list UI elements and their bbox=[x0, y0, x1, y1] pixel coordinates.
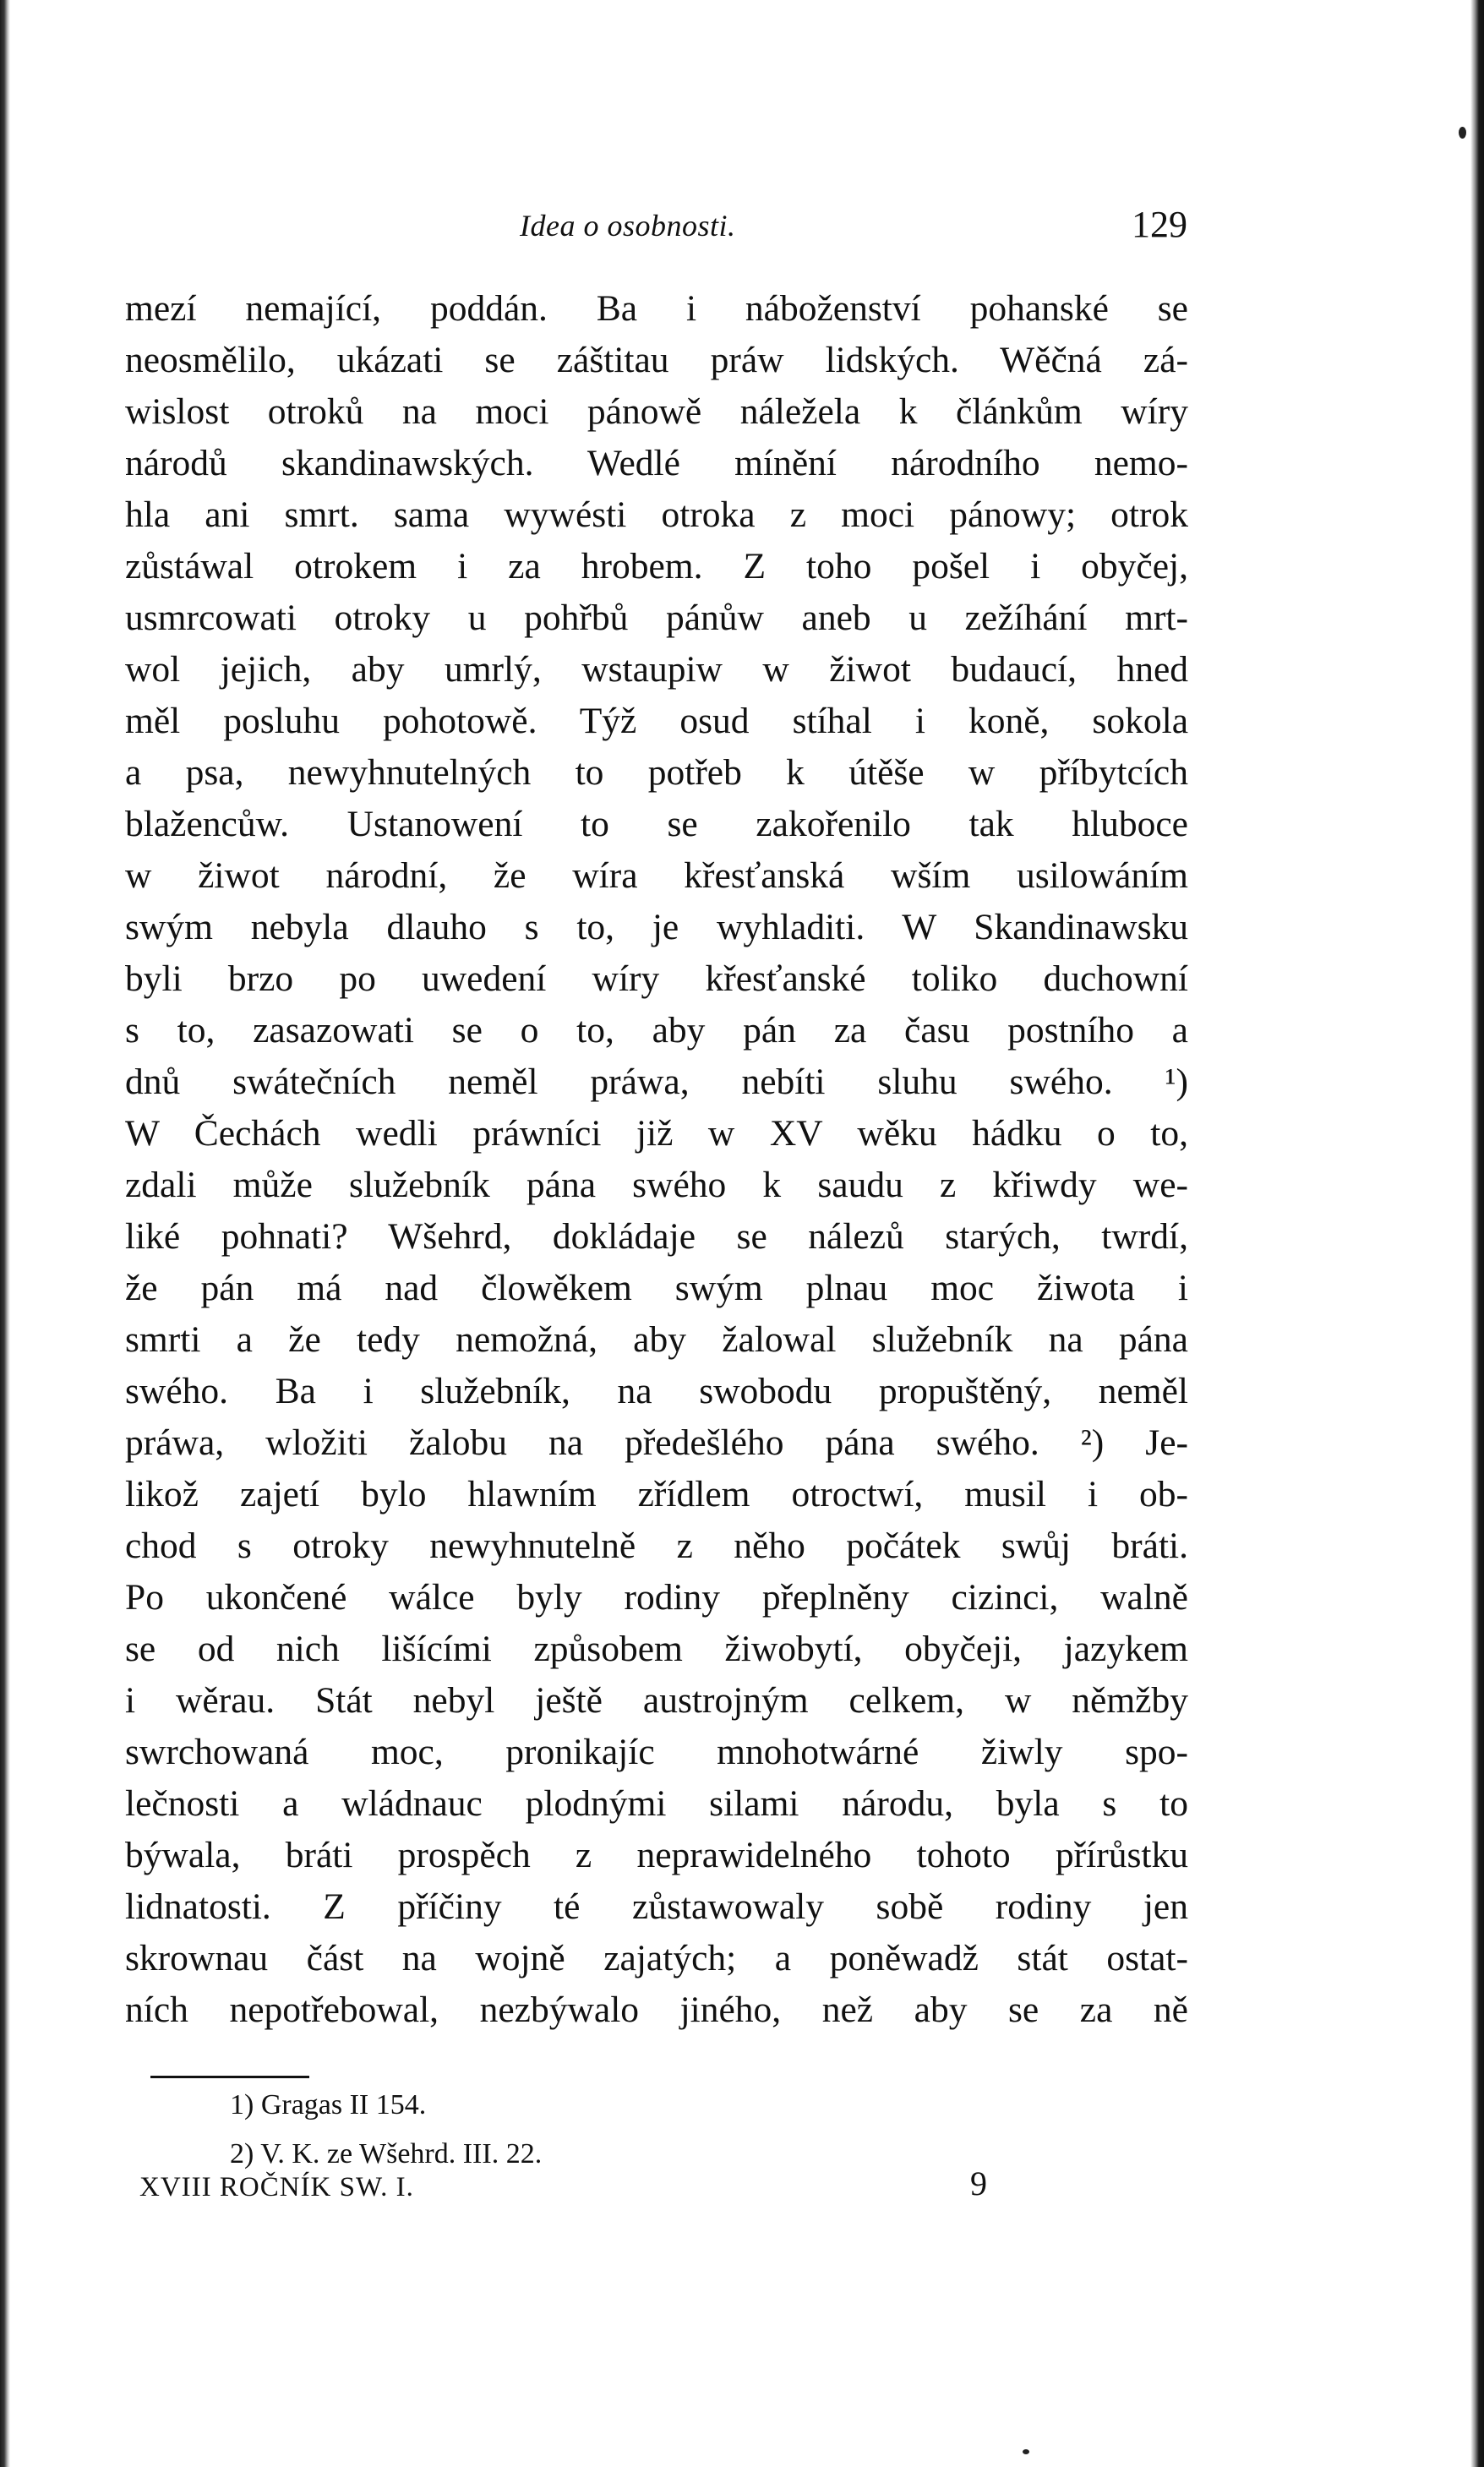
text-line: měl posluhu pohotowě. Týž osud stíhal i koně, sokola bbox=[125, 701, 1188, 741]
text-line: zůstáwal otrokem i za hrobem. Z toho pošel i obyčej, bbox=[125, 546, 1188, 587]
text-line: národů skandinawských. Wedlé mínění národního nemo- bbox=[125, 443, 1188, 483]
page-header bbox=[123, 203, 1187, 262]
text-line: blažencůw. Ustanowení to se zakořenilo tak hluboce bbox=[125, 804, 1188, 844]
footnotes bbox=[230, 2081, 542, 2179]
text-line: hla ani smrt. sama wywésti otroka z moci pánowy; otrok bbox=[125, 494, 1188, 535]
text-line: zdali může služebník pána swého k saudu z křiwdy we- bbox=[125, 1165, 1188, 1205]
text-line: wol jejich, aby umrlý, wstaupiw w žiwot budaucí, hned bbox=[125, 649, 1188, 690]
text-line: chod s otroky newyhnutelně z něho počátek swůj bráti. bbox=[125, 1526, 1188, 1566]
text-line: likož zajetí bylo hlawním zřídlem otroctwí, musil i ob- bbox=[125, 1474, 1188, 1515]
sheet-number: 9 bbox=[970, 2164, 987, 2202]
text-line: swého. Ba i služebník, na swobodu propuštěný, neměl bbox=[125, 1371, 1188, 1411]
text-line: dnů swátečních neměl práwa, nebíti sluhu swého. ¹) bbox=[125, 1062, 1188, 1102]
text-line: mezí nemající, poddán. Ba i náboženství pohanské se bbox=[125, 288, 1188, 329]
text-line: neosmělilo, ukázati se záštitau práw lidských. Wěčná zá- bbox=[125, 340, 1188, 380]
text-line: býwala, bráti prospěch z neprawidelného tohoto přírůstku bbox=[125, 1835, 1188, 1875]
text-line: byli brzo po uwedení wíry křesťanské toliko duchowní bbox=[125, 958, 1188, 999]
text-line: W Čechách wedli práwníci již w XV wěku hádku o to, bbox=[125, 1113, 1188, 1154]
scan-speck bbox=[1459, 127, 1466, 139]
text-line: ních nepotřebowal, nezbýwalo jiného, než aby se za ně bbox=[125, 1989, 1188, 2030]
text-line: swým nebyla dlauho s to, je wyhladiti. W Skandinawsku bbox=[125, 907, 1188, 947]
scan-edge-right bbox=[1470, 0, 1484, 2467]
text-line: že pán má nad člowěkem swým plnau moc žiwota i bbox=[125, 1268, 1188, 1308]
footnote-rule bbox=[150, 2076, 309, 2078]
scan-edge-left bbox=[0, 0, 10, 2467]
text-line: lidnatosti. Z příčiny té zůstawowaly sobě rodiny jen bbox=[125, 1886, 1188, 1927]
text-line: a psa, newyhnutelných to potřeb k útěše w příbytcích bbox=[125, 752, 1188, 793]
scan-speck bbox=[1023, 2449, 1029, 2454]
text-line: usmrcowati otroky u pohřbů pánůw aneb u zežíhání mrt- bbox=[125, 598, 1188, 638]
printer-signature: XVIII ROČNÍK SW. I. bbox=[139, 2172, 414, 2202]
footnote: 2) V. K. ze Wšehrd. III. 22. bbox=[230, 2138, 543, 2170]
page-number: 129 bbox=[1132, 204, 1187, 245]
text-line: skrownau část na wojně zajatých; a poněwadž stát ostat- bbox=[125, 1938, 1188, 1979]
text-line: wislost otroků na moci pánowě náležela k článkům wíry bbox=[125, 391, 1188, 432]
text-line: smrti a že tedy nemožná, aby žalowal služebník na pána bbox=[125, 1319, 1188, 1360]
text-line: lečnosti a wládnauc plodnými silami národu, byla s to bbox=[125, 1783, 1188, 1824]
footnote: 1) Gragas II 154. bbox=[230, 2089, 427, 2120]
text-line: se od nich lišícími způsobem žiwobytí, obyčeji, jazykem bbox=[125, 1629, 1188, 1669]
text-line: liké pohnati? Wšehrd, dokládaje se nálezů starých, twrdí, bbox=[125, 1216, 1188, 1257]
running-title: Idea o osobnosti. bbox=[520, 209, 736, 243]
text-line: s to, zasazowati se o to, aby pán za času postního a bbox=[125, 1010, 1188, 1051]
text-line: w žiwot národní, že wíra křesťanská wším usilowáním bbox=[125, 855, 1188, 896]
text-line: práwa, wložiti žalobu na předešlého pána swého. ²) Je- bbox=[125, 1422, 1188, 1463]
text-line: swrchowaná moc, pronikajíc mnohotwárné žiwly spo- bbox=[125, 1732, 1188, 1772]
text-line: Po ukončené wálce byly rodiny přeplněny cizinci, walně bbox=[125, 1577, 1188, 1618]
body-text bbox=[125, 283, 1188, 2036]
text-line: i wěrau. Stát nebyl ještě austrojným celkem, w němžby bbox=[125, 1680, 1188, 1721]
